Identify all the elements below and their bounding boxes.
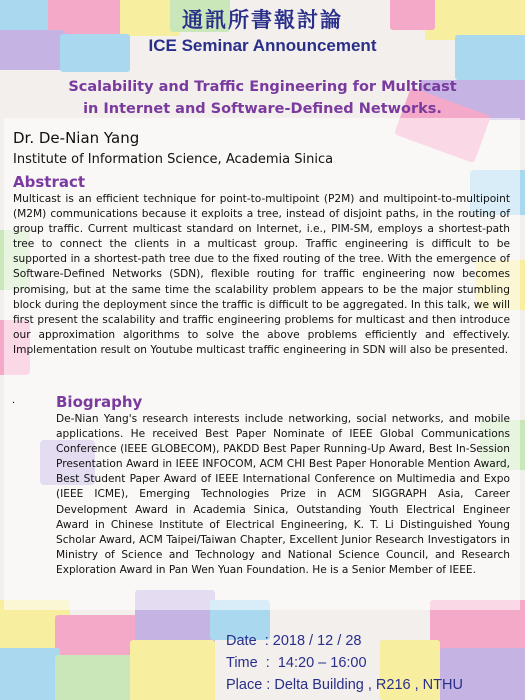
talk-title-line1: Scalability and Traffic Engineering for Multicast xyxy=(68,79,457,95)
speaker-affiliation: Institute of Information Science, Academia Sinica xyxy=(13,152,334,167)
abstract-heading: Abstract xyxy=(13,173,86,191)
title-chinese: 通訊所書報討論 xyxy=(182,8,343,32)
separator-dot: . xyxy=(12,394,16,406)
event-details xyxy=(226,630,463,696)
biography-heading: Biography xyxy=(56,393,143,411)
title-english: ICE Seminar Announcement xyxy=(148,36,377,55)
event-time-row: Time : 14:20 – 16:00 xyxy=(226,652,463,674)
date-label: Date xyxy=(226,633,257,649)
date-value: 2018 / 12 / 28 xyxy=(272,633,362,649)
event-place-row: Place : Delta Building , R216 , NTHU xyxy=(226,674,463,696)
place-value: Delta Building , R216 , NTHU xyxy=(274,677,463,693)
talk-title xyxy=(0,76,525,120)
time-label: Time xyxy=(226,655,258,671)
place-label: Place xyxy=(226,677,263,693)
abstract-body: Multicast is an efficient technique for point-to-multipoint (P2M) and multipoint-to-multipoint (M2M) communications because it exploits a tree, instead of disjoint paths, in the routing of group traffic. Current multicast standard on Internet, i.e., PIM-SM, employs a shortest-path tree to connect the clients in a multicast group. Traffic engineering is difficult to be supported in a shortest-path tree due to the fixed routing of the tree. With the emergence of Software-Defined Networks (SDN), flexible routing for traffic engineering now becomes promising, but at the same time the scalability problem appears to be the major stumbling block during the deployment since the traffic is difficult to be aggregated. In this talk, we will first present the scalability and traffic engineering problems for multicast and then introduce our approximation algorithms to solve the above problems efficiently and effectively. Implementation result on Youtube multicast traffic engineering in SDN will also be presented. xyxy=(13,193,510,356)
talk-title-line2: in Internet and Software-Defined Networks. xyxy=(83,101,442,117)
time-value: 14:20 – 16:00 xyxy=(277,655,367,671)
biography-body: De-Nian Yang's research interests include networking, social networks, and mobile applications. He received Best Paper Nominate of IEEE Global Communications Conference (IEEE GLOBECOM), PAKDD Best Paper Running-Up Award, Best In-Session Presentation Award in IEEE INFOCOM, ACM CHI Best Paper Honorable Mention Award, Best Student Paper Award of IEEE International Conference on Multimedia and Expo (IEEE ICME), Emerging Technologies Prize in ACM SIGGRAPH Asia, Career Development Award in Academia Sinica, Outstanding Youth Electrical Engineer Award in Chinese Institute of Electrical Engineering, K. T. Li Distinguished Young Scholar Award, ACM Taipei/Taiwan Chapter, Excellent Junior Research Investigators in Ministry of Science and Technology and National Science Council, and Research Exploration Award in Pan Wen Yuan Foundation. He is a Senior Member of IEEE. xyxy=(56,413,510,576)
event-date-row: Date : 2018 / 12 / 28 xyxy=(226,630,463,652)
speaker-name: Dr. De-Nian Yang xyxy=(13,129,140,147)
